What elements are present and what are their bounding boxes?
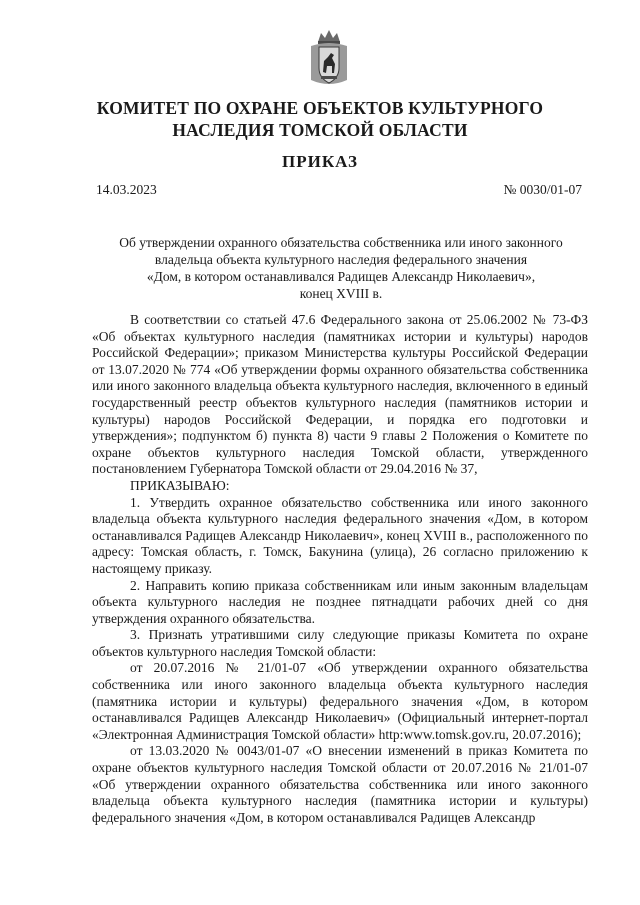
- clause-3-paragraph: 3. Признать утратившими силу следующие приказы Комитета по охране объектов культурного наследия Томской области:: [92, 627, 588, 659]
- repealed-order-paragraph: от 20.07.2016 № 21/01-07 «Об утверждении охранного обязательства собственника или иного законного владельца объекта культурного наследия (памятника истории и культуры) федерального значения «Дом, в котором останавливался Радищев Александр Николаевич» (Официальный интернет-портал «Электронная Администрация Томской области» http:www.tomsk.gov.ru, 20.07.2016);: [92, 660, 588, 742]
- document-date: 14.03.2023: [96, 182, 157, 197]
- document-type: ПРИКАЗ: [282, 152, 358, 171]
- subject-line: «Дом, в котором останавливался Радищев Александр Николаевич»,: [146, 269, 536, 284]
- clause-2-paragraph: 2. Направить копию приказа собственникам или иным законным владельцам объекта культурного наследия не позднее пятнадцати рабочих дней со дня утверждения охранного обязательства.: [92, 577, 588, 626]
- subject-line: Об утверждении охранного обязательства собственника или иного законного: [119, 235, 563, 250]
- order-keyword: ПРИКАЗЫВАЮ:: [130, 477, 230, 493]
- repealed-order-paragraph: от 13.03.2020 № 0043/01-07 «О внесении изменений в приказ Комитета по охране объектов культурного наследия Томской области от 20.07.2016 № 21/01-07 «Об утверждении охранного обязательства собственника или иного законного владельца объекта культурного наследия (памятника истории и культуры) федерального значения «Дом, в котором останавливался Радищев Александр: [92, 743, 588, 825]
- document-number: № 0030/01-07: [503, 182, 582, 197]
- organization-name-line-2: НАСЛЕДИЯ ТОМСКОЙ ОБЛАСТИ: [172, 120, 468, 140]
- document-subject: [96, 234, 586, 302]
- document-body: [92, 312, 588, 826]
- subject-line: владельца объекта культурного наследия федерального значения: [154, 252, 528, 267]
- preamble-paragraph: В соответствии со статьей 47.6 Федерального закона от 25.06.2002 № 73-ФЗ «Об объектах культурного наследия (памятниках истории и культуры) народов Российской Федерации»; приказом Министерства культуры Российской Федерации от 13.07.2020 № 774 «Об утверждении формы охранного обязательства собственника или иного законного владельца объекта культурного наследия, включенного в единый государственный реестр объектов культурного наследия (памятников истории и культуры) народов Российской Федерации, и порядка его подготовки и утверждения»; подпунктом б) пункта 8) части 9 главы 2 Положения о Комитете по охране объектов культурного наследия Томской области, утвержденного постановлением Губернатора Томской области от 29.04.2016 № 37,: [92, 312, 588, 477]
- subject-line: конец XVIII в.: [299, 286, 383, 301]
- organization-name-line-1: КОМИТЕТ ПО ОХРАНЕ ОБЪЕКТОВ КУЛЬТУРНОГО: [96, 98, 544, 118]
- clause-1-paragraph: 1. Утвердить охранное обязательство собственника или иного законного владельца объекта культурного наследия федерального значения «Дом, в котором останавливался Радищев Александр Николаевич», конец XVIII в., расположенного по адресу: Томская область, г. Томск, Бакунина (улица), 26 согласно приложению к настоящему приказу.: [92, 494, 588, 576]
- coat-of-arms-icon: [309, 28, 349, 90]
